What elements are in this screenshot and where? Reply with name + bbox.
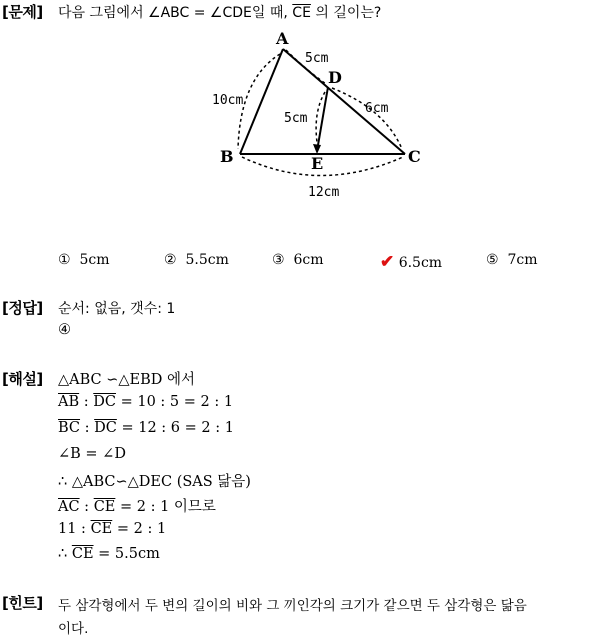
segment: $\overline{CE}$ (93, 499, 116, 515)
text: = 10 : 5 = 2 : 1 (115, 394, 234, 410)
segment: $\overline{AC}$ (58, 499, 80, 515)
segment: $\overline{CE}$ (90, 521, 113, 537)
choice-4[interactable] (380, 252, 442, 272)
text: : (79, 499, 94, 515)
point-a: A (276, 29, 289, 48)
arc-dc (332, 88, 402, 149)
explanation-line-3 (58, 420, 234, 436)
choice-1[interactable] (58, 252, 110, 268)
explanation-line-2 (58, 394, 233, 410)
arc-ab (238, 54, 280, 149)
choice-mark: ① (58, 252, 71, 268)
segment: $\overline{BC}$ (58, 420, 81, 436)
segment: $\overline{AB}$ (58, 394, 80, 410)
answer-label: [정답] (2, 299, 43, 317)
choice-text: 5.5cm (185, 252, 229, 268)
choice-2[interactable] (164, 252, 229, 268)
hint-label: [힌트] (2, 594, 43, 612)
question-text-pre: 다음 그림에서 ∠ABC = ∠CDE일 때, (58, 5, 293, 21)
segment: $\overline{CE}$ (71, 546, 94, 562)
text: = 5.5cm (93, 546, 160, 562)
edge-ab (240, 49, 283, 154)
answer-line-1: 순서: 없음, 갯수: 1 (58, 301, 176, 317)
segment: $\overline{DC}$ (93, 394, 116, 410)
text: : (80, 420, 95, 436)
segment-ce: $\overline{CE}$ (292, 5, 311, 21)
explanation-line-5: ∴ △ABC∽△DEC (SAS 닮음) (58, 474, 251, 490)
point-e: E (311, 154, 324, 173)
problem-label: [문제] (2, 3, 43, 21)
length-ad: 5cm (305, 51, 329, 66)
text: = 2 : 1 (112, 521, 167, 537)
problem-question (58, 2, 381, 22)
text: : (79, 394, 94, 410)
segment: $\overline{DC}$ (94, 420, 117, 436)
choice-text: 5cm (79, 252, 110, 268)
text: ∴ (58, 546, 72, 562)
hint-line-1: 두 삼각형에서 두 변의 길이의 비와 그 끼인각의 크기가 같으면 두 삼각형은 닮음 (58, 598, 527, 614)
check-icon: ✔ (380, 252, 395, 272)
explanation-line-6 (58, 495, 216, 516)
explanation-line-4: ∠B = ∠D (58, 446, 126, 462)
text: 11 : (58, 521, 91, 537)
length-de: 5cm (284, 111, 308, 126)
edge-de (317, 87, 328, 151)
choice-3[interactable] (272, 252, 324, 268)
answer-line-2: ④ (58, 322, 71, 338)
explanation-line-7 (58, 521, 166, 537)
explanation-label: [해설] (2, 370, 43, 388)
question-text-post: 의 길이는? (310, 5, 382, 21)
explanation-line-1: △ABC ∽△EBD 에서 (58, 372, 196, 388)
length-bc: 12cm (308, 185, 340, 200)
choice-5[interactable] (486, 252, 538, 268)
arc-de (316, 92, 325, 149)
choice-text: 6.5cm (398, 255, 443, 271)
hint-line-2: 이다. (58, 621, 89, 637)
choice-mark: ② (164, 252, 177, 268)
point-b: B (220, 147, 234, 166)
choice-mark: ③ (272, 252, 285, 268)
triangle-figure (200, 24, 440, 204)
text: = 2 : 1 이므로 (115, 499, 216, 515)
point-c: C (408, 147, 421, 166)
length-dc: 6cm (365, 101, 389, 116)
text: = 12 : 6 = 2 : 1 (116, 420, 234, 436)
choice-mark: ⑤ (486, 252, 499, 268)
choice-text: 7cm (507, 252, 538, 268)
explanation-line-8 (58, 546, 160, 562)
length-ab: 10cm (212, 93, 244, 108)
choice-text: 6cm (293, 252, 324, 268)
point-d: D (328, 68, 342, 87)
